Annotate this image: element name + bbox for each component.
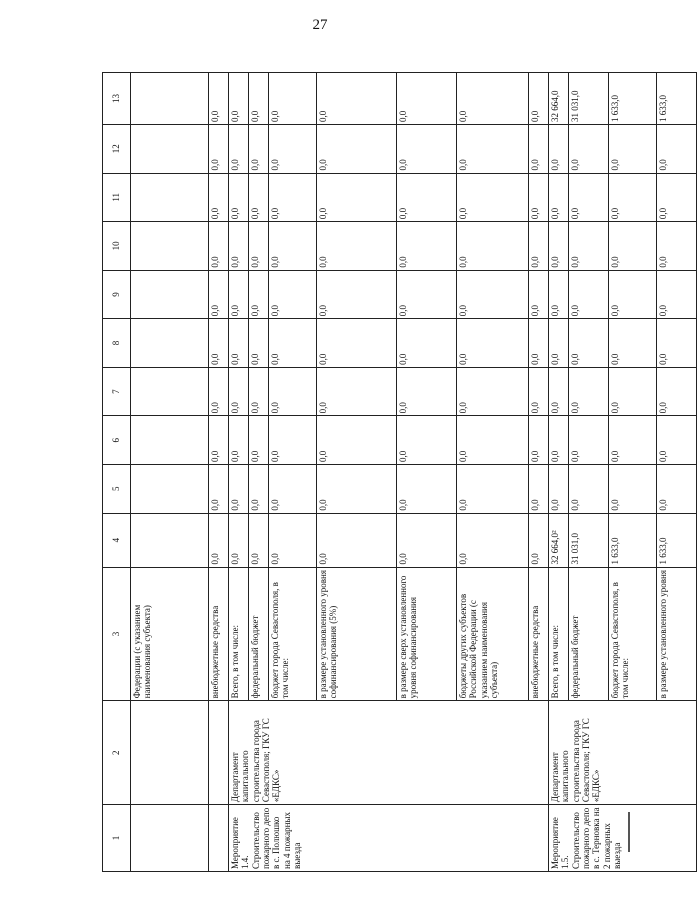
table-cell: 0,0 [229,367,249,416]
activity-name: Мероприятие 1.4. Строительство пожарного депо в с. Полюшко на 4 пожарных выезда [229,805,549,872]
table-cell: 0,0 [209,173,229,222]
table-cell: 0,0 [569,173,609,222]
table-cell: 0,0 [529,173,549,222]
table-cell: 0,0 [569,270,609,319]
column-number: 1 [103,805,131,872]
table-row [549,73,569,872]
column-number: 9 [103,270,131,319]
table-cell: 1 633,0 [609,73,657,125]
table-cell: 0,0 [249,464,269,513]
table-cell: 31 031,0 [569,73,609,125]
table-cell: 0,0 [397,367,457,416]
table-cell: 1 633,0 [657,513,697,567]
table-cell: 0,0 [529,464,549,513]
table-cell: 0,0 [609,222,657,271]
table-cell: 0,0 [457,124,529,173]
table-cell: 0,0 [397,319,457,368]
table-cell: 0,0 [397,270,457,319]
table-cell: 0,0 [317,367,397,416]
table-cell: 0,0 [249,513,269,567]
table-cell: 0,0 [269,319,317,368]
table-cell: 0,0 [397,464,457,513]
table-row [229,73,249,872]
column-number: 8 [103,319,131,368]
table-cell: 0,0 [569,416,609,465]
table-cell: 0,0 [609,319,657,368]
table-cell: 0,0 [209,464,229,513]
table-cell [131,464,209,513]
table-cell: 0,0 [229,222,249,271]
table-cell: 0,0 [397,416,457,465]
table-header-row [103,73,131,872]
funding-source-label: внебюджетные средства [529,567,549,701]
table-cell: 0,0 [209,270,229,319]
page-edge-mark [628,812,630,852]
column-number: 11 [103,173,131,222]
table-cell: 0,0 [549,124,569,173]
table-cell: 0,0 [569,464,609,513]
funding-source-label: в размере установленного уровня софинансирования (5%) [317,567,397,701]
table-cell: 0,0 [317,513,397,567]
table-cell: 0,0 [657,319,697,368]
table-cell: 0,0 [569,222,609,271]
table-cell: 0,0 [457,513,529,567]
table-cell [131,73,209,125]
table-cell: 0,0 [209,416,229,465]
table-cell: 0,0 [229,513,249,567]
column-number: 10 [103,222,131,271]
table-cell: 0,0 [317,464,397,513]
table-cell: 0,0 [529,513,549,567]
table-cell: 0,0 [269,173,317,222]
column-number: 12 [103,124,131,173]
table-cell [131,270,209,319]
executor-name: Департамент капитального строительства города Севастополя; ГКУ ГС «ЕДКС» [229,701,549,805]
table-cell: 0,0 [549,367,569,416]
table-cell: 0,0 [657,222,697,271]
table-cell: 0,0 [229,173,249,222]
table-cell: 0,0 [457,464,529,513]
column-number: 7 [103,367,131,416]
table-cell: 0,0 [549,173,569,222]
table-cell: 0,0 [209,367,229,416]
table-cell: 1 633,0 [609,513,657,567]
table-cell [131,319,209,368]
table-cell: 0,0 [569,124,609,173]
table-cell: 0,0 [529,319,549,368]
table-cell: 0,0 [457,222,529,271]
table-row [209,73,229,872]
table-cell: 0,0 [269,73,317,125]
executor-cell [209,701,229,805]
table-cell: 0,0 [657,173,697,222]
table-cell: 0,0 [269,124,317,173]
table-cell: 0,0 [249,319,269,368]
table-row [131,73,209,872]
table-cell: 0,0 [249,367,269,416]
table-cell: 0,0 [657,464,697,513]
table-cell: 0,0 [269,464,317,513]
table-cell: 0,0 [457,173,529,222]
table-cell: 0,0 [569,367,609,416]
table-cell: 0,0 [249,73,269,125]
table-cell [131,173,209,222]
table-cell: 0,0 [229,416,249,465]
table-cell: 0,0 [249,124,269,173]
table-cell: 0,0 [657,124,697,173]
table-cell: 0,0 [317,416,397,465]
column-number: 4 [103,513,131,567]
table-cell: 0,0 [249,222,269,271]
table-cell: 32 664,0² [549,513,569,567]
table-cell: 0,0 [609,367,657,416]
table-cell: 0,0 [229,124,249,173]
table-cell: 0,0 [657,416,697,465]
table-cell: 0,0 [457,319,529,368]
table-cell: 0,0 [529,270,549,319]
table-cell: 0,0 [657,367,697,416]
table-cell [131,513,209,567]
table-cell: 0,0 [397,513,457,567]
column-number: 5 [103,464,131,513]
funding-source-label: бюджеты других субъектов Российской Федерации (с указанием наименования субъекта) [457,567,529,701]
funding-source-label: внебюджетные средства [209,567,229,701]
table-cell: 0,0 [229,464,249,513]
table-cell: 0,0 [529,416,549,465]
table-cell: 0,0 [209,513,229,567]
activity-cell [131,805,209,872]
table-cell: 31 031,0 [569,513,609,567]
table-cell: 0,0 [229,319,249,368]
table-cell: 0,0 [657,270,697,319]
page-number: 27 [312,17,328,33]
table-cell: 0,0 [249,173,269,222]
table-cell: 0,0 [549,222,569,271]
table-cell [131,222,209,271]
funding-source-label: бюджет города Севастополя, в том числе: [269,567,317,701]
table-cell [131,416,209,465]
column-number: 13 [103,73,131,125]
activity-cell [209,805,229,872]
table-cell: 0,0 [457,416,529,465]
table-cell: 0,0 [529,124,549,173]
executor-name: Департамент капитального строительства города Севастополя; ГКУ ГС «ЕДКС» [549,701,697,805]
table-cell: 0,0 [269,222,317,271]
funding-source-label: в размере сверх установленного уровня софинансирования [397,567,457,701]
table-cell: 0,0 [269,416,317,465]
table-cell [131,367,209,416]
table-cell: 0,0 [317,124,397,173]
table-cell: 0,0 [549,416,569,465]
table-cell: 0,0 [229,270,249,319]
table-cell: 0,0 [397,222,457,271]
table-cell: 0,0 [609,416,657,465]
table-cell: 0,0 [529,222,549,271]
table-cell: 0,0 [609,464,657,513]
table-cell: 0,0 [269,513,317,567]
table-cell: 0,0 [609,124,657,173]
column-number: 3 [103,567,131,701]
table-cell [131,124,209,173]
table-cell: 0,0 [457,73,529,125]
table-cell: 0,0 [317,222,397,271]
funding-source-label: Всего, в том числе: [549,567,569,701]
funding-source-label: в размере установленного уровня [657,567,697,701]
table-cell: 0,0 [397,73,457,125]
table-cell: 0,0 [269,270,317,319]
table-cell: 0,0 [549,464,569,513]
table-cell: 0,0 [457,270,529,319]
table-cell: 0,0 [317,270,397,319]
table-cell: 32 664,0 [549,73,569,125]
table-cell: 0,0 [209,124,229,173]
table-cell: 0,0 [569,319,609,368]
table-cell: 0,0 [397,124,457,173]
table-cell: 0,0 [457,367,529,416]
table-cell: 0,0 [249,270,269,319]
table-cell: 0,0 [529,73,549,125]
table-cell: 0,0 [249,416,269,465]
rotated-table-wrapper [102,72,668,872]
table-cell: 0,0 [317,73,397,125]
table-cell: 1 633,0 [657,73,697,125]
table-cell: 0,0 [229,73,249,125]
table-cell: 0,0 [549,270,569,319]
funding-source-label: Всего, в том числе: [229,567,249,701]
table-cell: 0,0 [609,270,657,319]
table-cell: 0,0 [397,173,457,222]
funding-source-label: бюджет города Севастополя, в том числе: [609,567,657,701]
table-cell: 0,0 [317,173,397,222]
funding-source-label: Федерации (с указанием наименования субъекта) [131,567,209,701]
table-cell: 0,0 [209,222,229,271]
table-cell: 0,0 [549,319,569,368]
table-cell: 0,0 [269,367,317,416]
table-cell: 0,0 [317,319,397,368]
funding-source-label: федеральный бюджет [249,567,269,701]
column-number: 6 [103,416,131,465]
table-cell: 0,0 [209,319,229,368]
table-cell: 0,0 [209,73,229,125]
table-cell: 0,0 [529,367,549,416]
column-number: 2 [103,701,131,805]
activity-name: Мероприятие 1.5. Строительство пожарного депо в с. Терновка на 2 пожарных выезда [549,805,697,872]
budget-table [102,72,697,872]
executor-cell [131,701,209,805]
table-cell: 0,0 [609,173,657,222]
funding-source-label: федеральный бюджет [569,567,609,701]
